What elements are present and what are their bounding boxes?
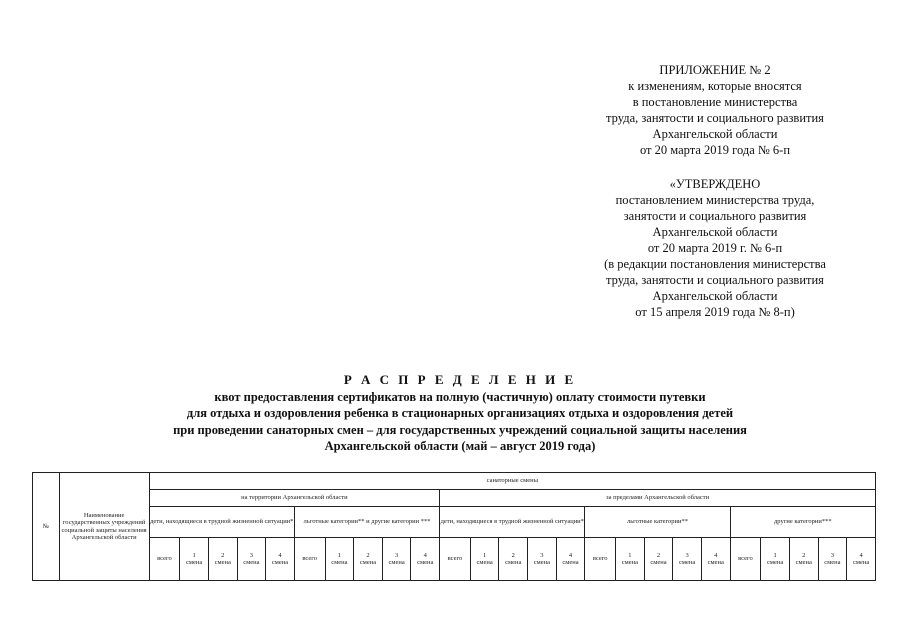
shift-column-header: [354, 538, 383, 581]
shift-column-header: [556, 538, 585, 581]
appendix-line: от 20 марта 2019 года № 6-п: [639, 143, 791, 157]
shift-number: 4: [714, 551, 718, 559]
total-column-header: всего: [149, 538, 180, 581]
approved-line: занятости и социального развития: [623, 209, 807, 223]
shift-column-header: [499, 538, 528, 581]
shift-number: 2: [366, 551, 370, 559]
shift-column-header: [761, 538, 790, 581]
shift-number: 2: [656, 551, 661, 559]
shift-word: смена: [766, 559, 784, 566]
region-header: за пределами Архангельской области: [440, 490, 876, 507]
title-heading: Р А С П Р Е Д Е Л Е Н И Е: [343, 372, 577, 387]
shift-column-header: [701, 538, 730, 581]
shift-number: 3: [249, 551, 254, 559]
shift-word: смена: [562, 559, 579, 566]
shift-word: смена: [417, 559, 434, 566]
shift-word: смена: [476, 559, 493, 566]
category-header: дети, находящиеся в трудной жизненной ситуации*: [149, 507, 294, 538]
institution-column-header: Наименование государственных учреждений социальной защиты населения Архангельской области: [59, 473, 149, 581]
approved-line: от 15 апреля 2019 года № 8-п): [635, 305, 795, 319]
shift-number: 1: [337, 551, 341, 559]
shift-column-header: [616, 538, 645, 581]
number-column-header: №: [33, 473, 60, 581]
region-header: на территории Архангельской области: [149, 490, 440, 507]
shift-word: смена: [707, 559, 724, 566]
shift-number: 1: [192, 551, 196, 559]
shift-word: смена: [388, 559, 405, 566]
shift-word: смена: [621, 559, 638, 566]
shift-word: смена: [505, 559, 522, 566]
title-line: для отдыха и оздоровления ребенка в стационарных организациях отдыха и оздоровления детей: [186, 406, 734, 420]
category-header: льготные категории**: [585, 507, 730, 538]
total-column-header: всего: [294, 538, 325, 581]
shift-number: 3: [685, 551, 689, 559]
shift-column-header: [673, 538, 702, 581]
shift-number: 1: [773, 551, 777, 559]
appendix-line: Архангельской области: [652, 127, 778, 141]
shift-column-header: [266, 538, 295, 581]
shift-column-header: [644, 538, 673, 581]
total-column-header: всего: [730, 538, 761, 581]
shift-number: 4: [568, 551, 573, 559]
shift-number: 4: [859, 551, 863, 559]
shift-column-header: [411, 538, 440, 581]
shift-number: 2: [511, 551, 515, 559]
title-line: при проведении санаторных смен – для государственных учреждений социальной защиты населения: [173, 422, 747, 437]
shift-word: смена: [795, 559, 812, 566]
shift-word: смена: [214, 559, 231, 566]
document-title: [60, 372, 860, 455]
shift-number: 1: [482, 551, 487, 559]
shift-column-header: [528, 538, 557, 581]
appendix-line: к изменениям, которые вносятся: [628, 79, 802, 93]
approved-line: Архангельской области: [652, 289, 778, 303]
shift-column-header: [818, 538, 847, 581]
shift-word: смена: [533, 559, 551, 566]
shift-column-header: [382, 538, 411, 581]
shift-word: смена: [359, 559, 377, 566]
shift-number: 1: [628, 551, 632, 559]
title-line: квот предоставления сертификатов на полную (частичную) оплату стоимости путевки: [214, 389, 706, 404]
sanatorium-shifts-header: санаторные смены: [149, 473, 875, 490]
shift-number: 3: [540, 551, 544, 559]
shift-column-header: [789, 538, 818, 581]
approved-line: постановлением министерства труда,: [615, 193, 815, 207]
shift-column-header: [325, 538, 354, 581]
shift-number: 2: [221, 551, 225, 559]
title-line: Архангельской области (май – август 2019 года): [324, 439, 596, 453]
approved-line: Архангельской области: [652, 225, 778, 239]
quota-table: [32, 472, 876, 581]
shift-word: смена: [650, 559, 667, 566]
shift-word: смена: [852, 559, 870, 566]
shift-column-header: [470, 538, 499, 581]
shift-number: 3: [395, 551, 399, 559]
appendix-line: труда, занятости и социального развития: [606, 111, 824, 125]
shift-number: 4: [278, 551, 282, 559]
total-column-header: всего: [585, 538, 616, 581]
shift-word: смена: [679, 559, 696, 566]
spacer: [570, 158, 860, 176]
shift-column-header: [847, 538, 876, 581]
appendix-line: ПРИЛОЖЕНИЕ № 2: [659, 63, 771, 77]
shift-word: смена: [331, 559, 348, 566]
shift-column-header: [208, 538, 237, 581]
shift-number: 2: [802, 551, 806, 559]
shift-word: смена: [185, 559, 203, 566]
total-column-header: всего: [440, 538, 471, 581]
approved-line: от 20 марта 2019 г. № 6-п: [647, 241, 783, 255]
approved-line: (в редакции постановления министерства: [604, 257, 826, 271]
category-header: льготные категории** и другие категории ***: [294, 507, 439, 538]
shift-word: смена: [824, 559, 841, 566]
approved-line: «УТВЕРЖДЕНО: [669, 177, 761, 191]
shift-word: смена: [271, 559, 289, 566]
shift-column-header: [180, 538, 209, 581]
category-header: другие категории***: [730, 507, 875, 538]
shift-column-header: [237, 538, 266, 581]
appendix-block: [570, 62, 860, 320]
appendix-line: в постановление министерства: [632, 95, 798, 109]
shift-number: 3: [830, 551, 835, 559]
approved-line: труда, занятости и социального развития: [606, 273, 824, 287]
category-header: дети, находящиеся в трудной жизненной ситуации*: [440, 507, 585, 538]
shift-number: 4: [423, 551, 427, 559]
shift-word: смена: [243, 559, 260, 566]
